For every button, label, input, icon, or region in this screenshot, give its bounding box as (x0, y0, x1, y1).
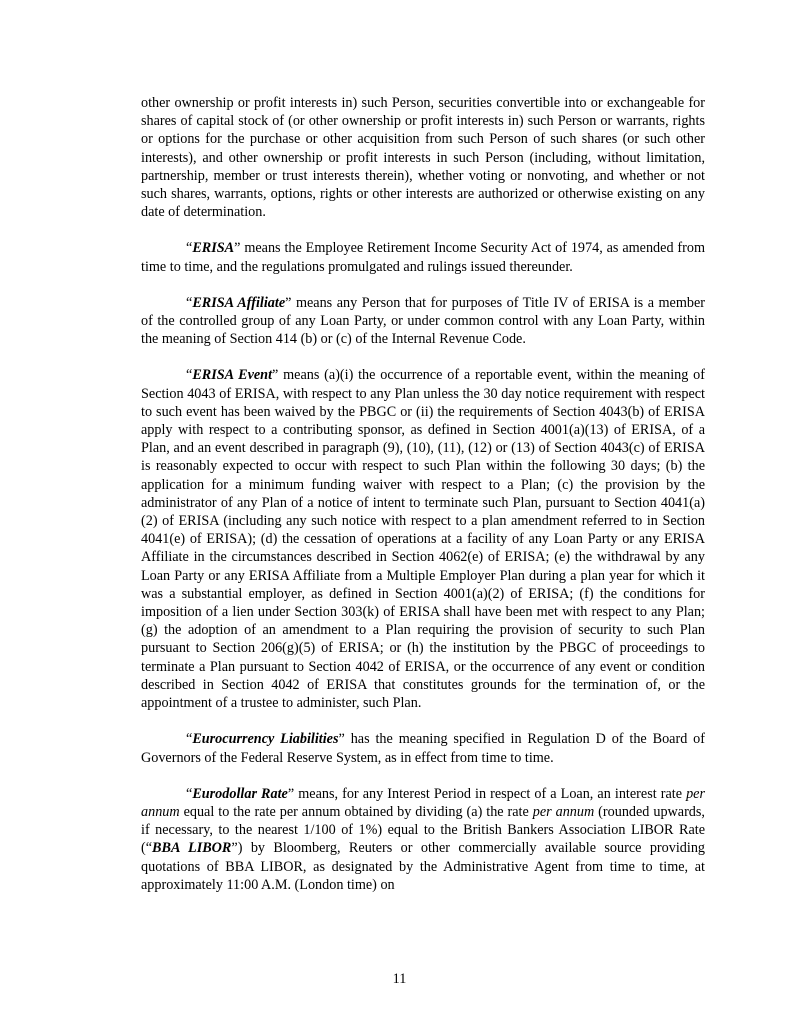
italic-per-annum: per annum (532, 803, 595, 820)
paragraph-continuation: other ownership or profit interests in) such Person, securities convertible into or exchangeable for shares of capital stock of (or other ownership or profit interests in) such Person or warrants, rights or options for the purchase or other acquisition from such Person of such shares (or such other interests), and other ownership or profit interests in such Person (including, without limitation, partnership, member or trust interests therein), whether voting or nonvoting, and whether or not such shares, warrants, options, rights or other interests are authorized or otherwise existing on any date of determination. (141, 95, 705, 221)
close-quote: ” (272, 367, 279, 384)
definition-eurodollar-rate (141, 785, 705, 894)
close-quote: ” (234, 240, 241, 257)
open-quote: “ (186, 294, 193, 311)
defined-term: Eurocurrency Liabilities (192, 731, 339, 748)
open-quote: “ (186, 785, 193, 802)
definition-body: has the meaning specified in Regulation D of the Board of Governors of the Federal Reserve System, as in effect from time to time. (141, 731, 705, 766)
document-page (141, 94, 705, 912)
definition-body: means, for any Interest Period in respect of a Loan, an interest rate (294, 785, 687, 802)
definition-eurocurrency-liabilities (141, 730, 705, 766)
open-quote: “ (186, 731, 193, 748)
defined-term: Eurodollar Rate (192, 785, 288, 802)
close-quote: ” (338, 731, 345, 748)
defined-term: ERISA Affiliate (192, 294, 286, 311)
definition-body: means the Employee Retirement Income Security Act of 1974, as amended from time to time, and the regulations promulgated and rulings issued thereunder. (141, 240, 705, 275)
defined-term: ERISA Event (192, 367, 273, 384)
definition-erisa (141, 239, 705, 275)
open-quote: “ (186, 367, 193, 384)
definition-body: means (a)(i) the occurrence of a reportable event, within the meaning of Section 4043 of ERISA, with respect to any Plan unless the 30 day notice requirement with respect to such event has been waived by the PBGC or (ii) the requirements of Section 4043(b) of ERISA apply with respect to a contributing sponsor, as defined in Section 4001(a)(13) of ERISA, of a Plan, and an event described in paragraph (9), (10), (11), (12) or (13) of Section 4043(c) of ERISA is reasonably expected to occur with respect to such Plan within the following 30 days; (b) the application for a minimum funding waiver with respect to a Plan; (c) the provision by the administrator of any Plan of a notice of intent to terminate such Plan, pursuant to Section 4041(a)(2) of ERISA (including any such notice with respect to a plan amendment referred to in Section 4041(e) of ERISA); (d) the cessation of operations at a facility of any Loan Party or any ERISA Affiliate in the circumstances described in Section 4062(e) of ERISA; (e) the withdrawal by any Loan Party or any ERISA Affiliate from a Multiple Employer Plan during a plan year for which it was a substantial employer, as defined in Section 4001(a)(2) of ERISA; (f) the conditions for imposition of a lien under Section 303(k) of ERISA shall have been met with respect to any Plan; (g) the adoption of an amendment to a Plan requiring the provision of security to such Plan pursuant to Section 206(g)(5) of ERISA; or (h) the institution by the PBGC of proceedings to terminate a Plan pursuant to Section 4042 of ERISA, or the occurrence of any event or condition described in Section 4042 of ERISA that constitutes grounds for the termination of, or the appointment of a trustee to administer, such Plan. (141, 367, 705, 712)
definition-erisa-affiliate (141, 294, 705, 349)
definition-body: equal to the rate per annum obtained by dividing (a) the rate (179, 803, 533, 820)
definition-body: means any Person that for purposes of Title IV of ERISA is a member of the controlled group of any Loan Party, or under common control with any Loan Party, within the meaning of Section 414 (b) or (c) of the Internal Revenue Code. (141, 294, 705, 348)
open-quote: “ (186, 240, 193, 257)
italic-per-annum: per annum (141, 785, 705, 820)
close-quote: ” (287, 785, 295, 802)
close-quote: ” (285, 294, 292, 311)
definition-body: ”) by Bloomberg, Reuters or other commercially available source providing quotations of BBA LIBOR, as designated by the Administrative Agent from time to time, at approximately 11:00 A.M. (London time) on (141, 840, 706, 893)
definition-body: (rounded upwards, if necessary, to the nearest 1/100 of 1%) equal to the British Bankers Association LIBOR Rate (“ (141, 803, 705, 857)
defined-term: BBA LIBOR (152, 840, 232, 857)
defined-term: ERISA (192, 240, 235, 257)
definition-erisa-event (141, 366, 705, 712)
page-number: 11 (392, 971, 407, 987)
